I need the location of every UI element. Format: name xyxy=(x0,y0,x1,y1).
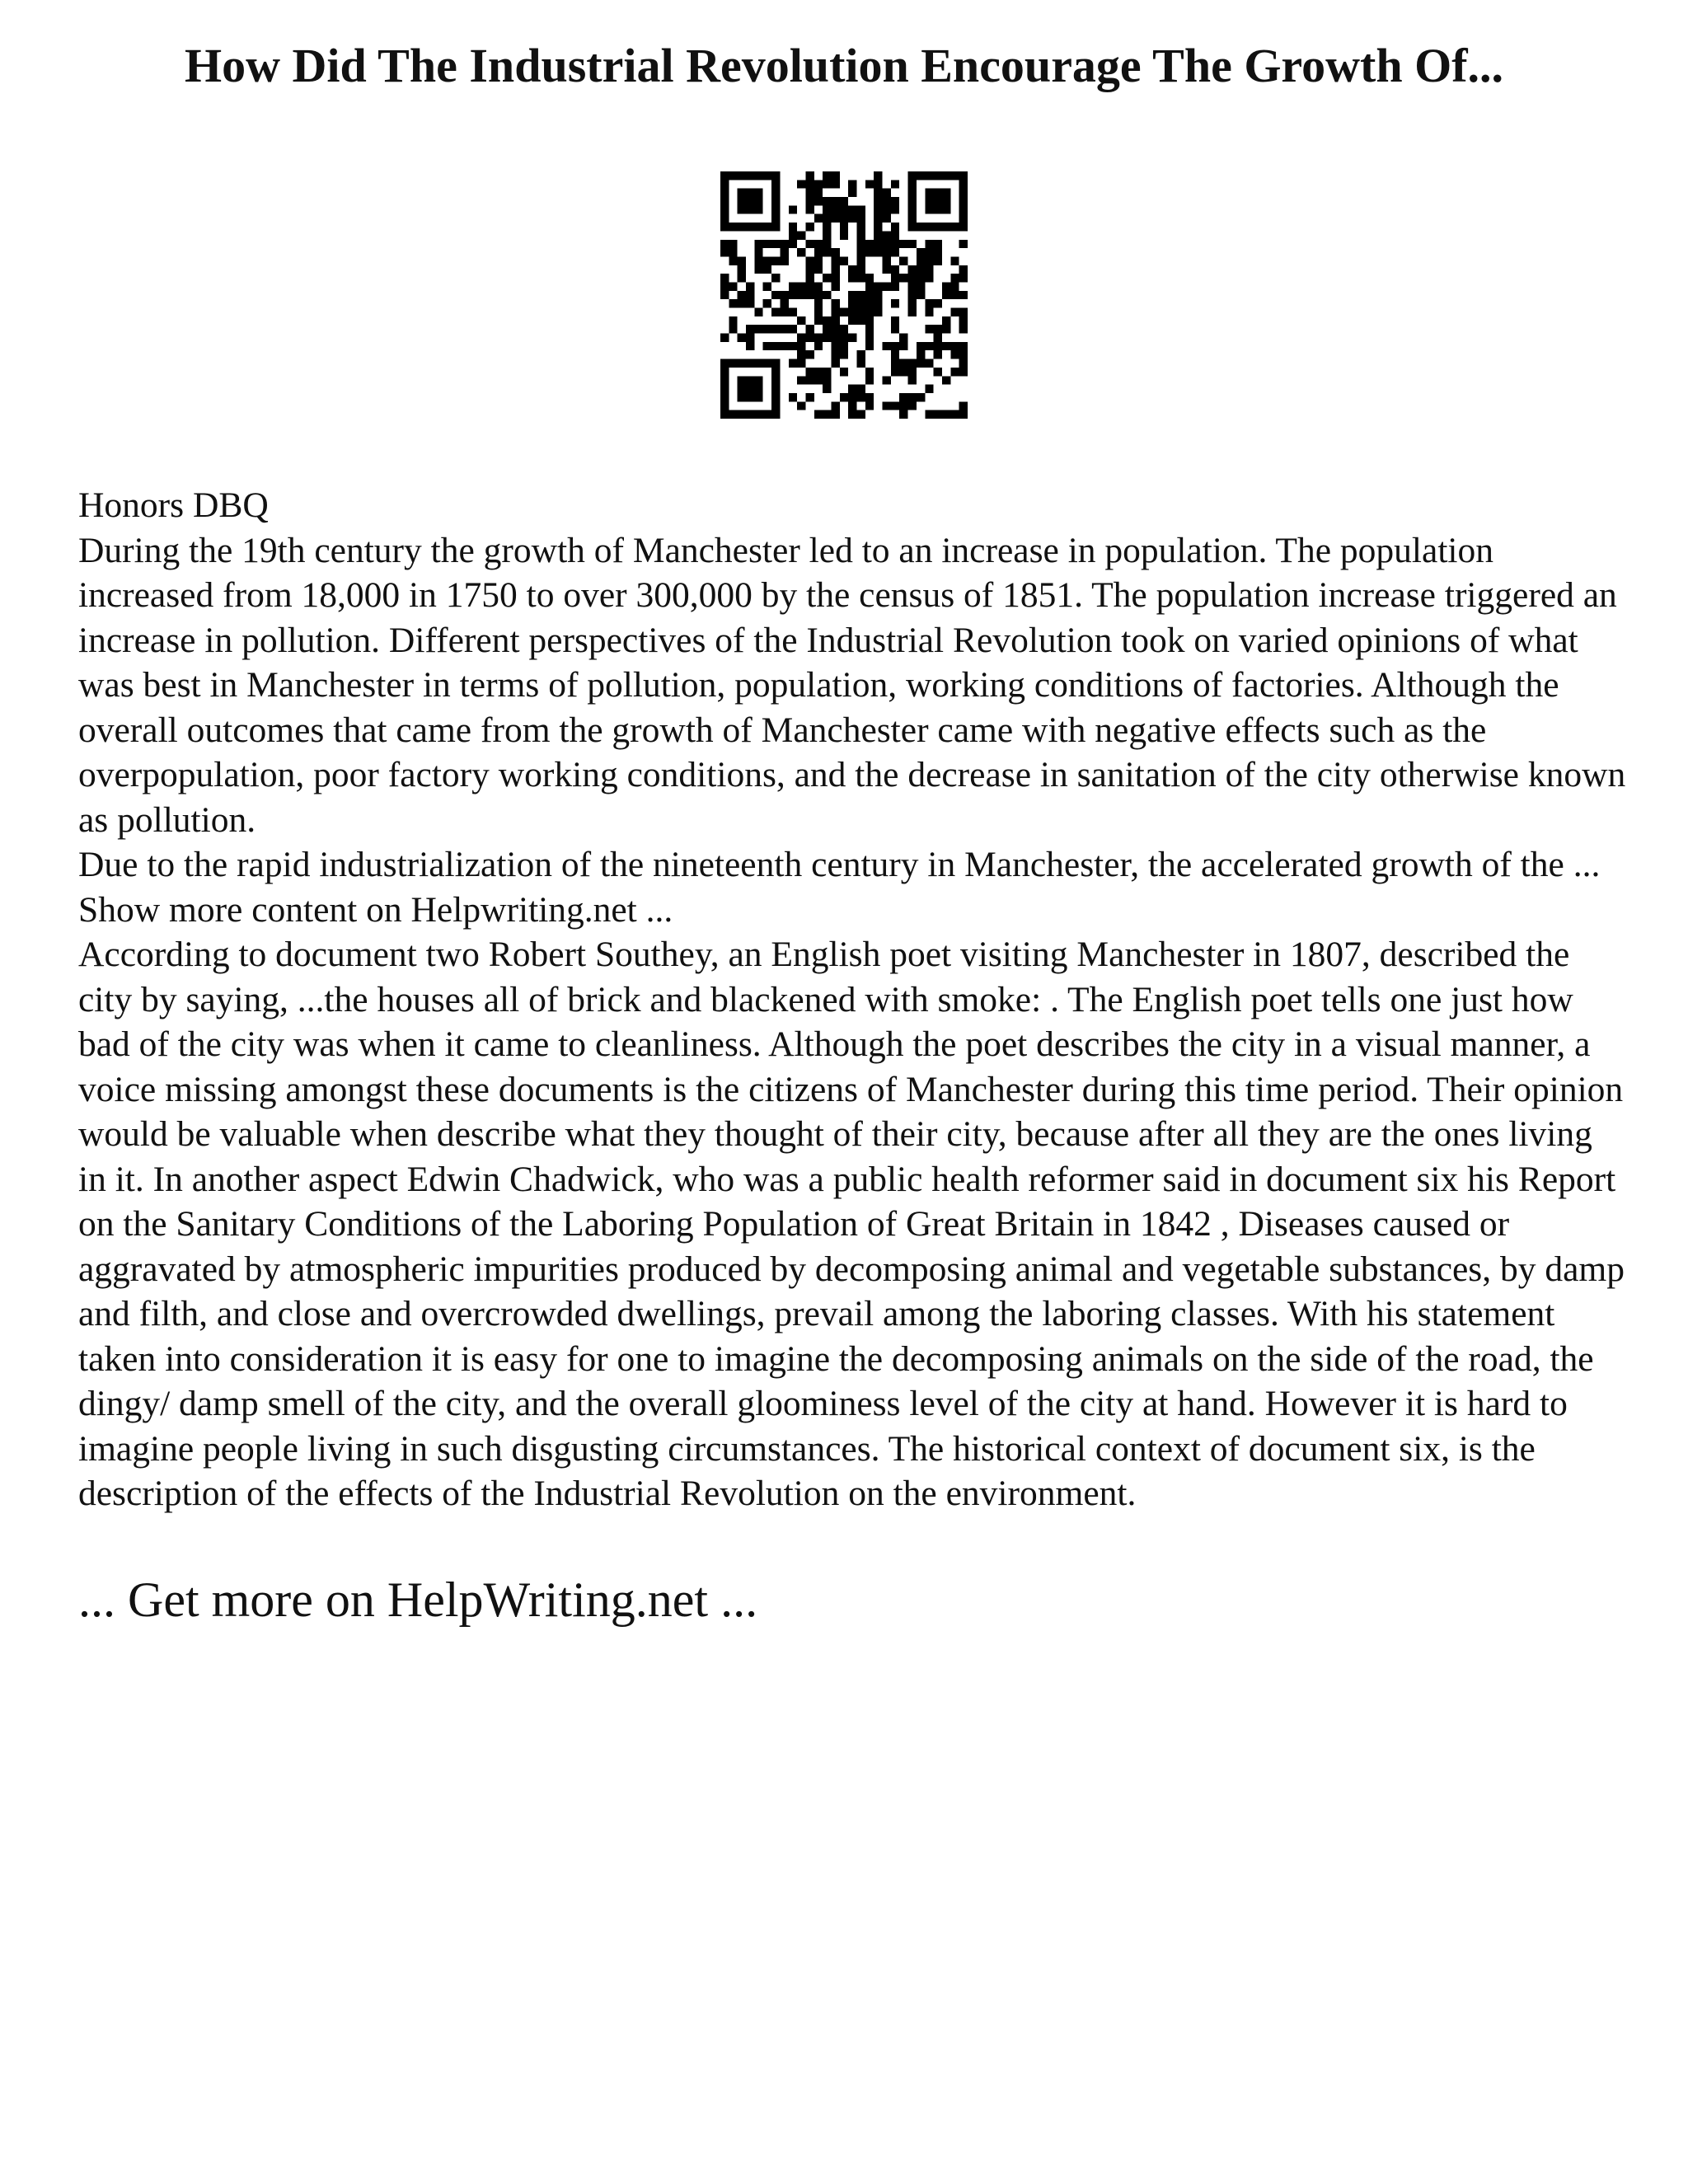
paragraph-heading: Honors DBQ xyxy=(78,485,269,525)
paragraph: According to document two Robert Southey, an English poet visiting Manchester in 1807, described the city by saying, ...the houses all of brick and blackened with smoke: . The English poet tells one just how bad of the city was when it came to cleanliness. Although the poet describes the city in a visual manner, a voice missing amongst these documents is the citizens of Manchester during this time period. Their opinion would be valuable when describe what they thought of their city, because after all they are the ones living in it. In another aspect Edwin Chadwick, who was a public health reformer said in document six his Report on the Sanitary Conditions of the Laboring Population of Great Britain in 1842 , Diseases caused or aggravated by atmospheric impurities produced by decomposing animal and vegetable substances, by damp and filth, and close and overcrowded dwellings, prevail among the laboring classes. With his statement taken into consideration it is easy for one to imagine the decomposing animals on the side of the road, the dingy/ damp smell of the city, and the overall gloominess level of the city at hand. However it is hard to imagine people living in such disgusting circumstances. The historical context of document six, is the description of the effects of the Industrial Revolution on the environment. xyxy=(78,935,1625,1513)
page-title: How Did The Industrial Revolution Encourage The Growth Of... xyxy=(184,39,1504,92)
get-more-link[interactable]: ... Get more on HelpWriting.net ... xyxy=(78,1572,758,1627)
paragraph-teaser: Due to the rapid industrialization of the nineteenth century in Manchester, the accelerated growth of the ... Show more content on Helpwriting.net ... xyxy=(78,845,1601,930)
paragraph: During the 19th century the growth of Manchester led to an increase in population. The population increased from 18,000 in 1750 to over 300,000 by the census of 1851. The population increase triggered an increase in pollution. Different perspectives of the Industrial Revolution took on varied opinions of what was best in Manchester in terms of pollution, population, working conditions of factories. Although the overall outcomes that came from the growth of Manchester came with negative effects such as the overpopulation, poor factory working conditions, and the decrease in sanitation of the city otherwise known as pollution. xyxy=(78,530,1626,840)
document-body xyxy=(78,483,1628,1516)
qr-code-icon xyxy=(720,171,968,419)
